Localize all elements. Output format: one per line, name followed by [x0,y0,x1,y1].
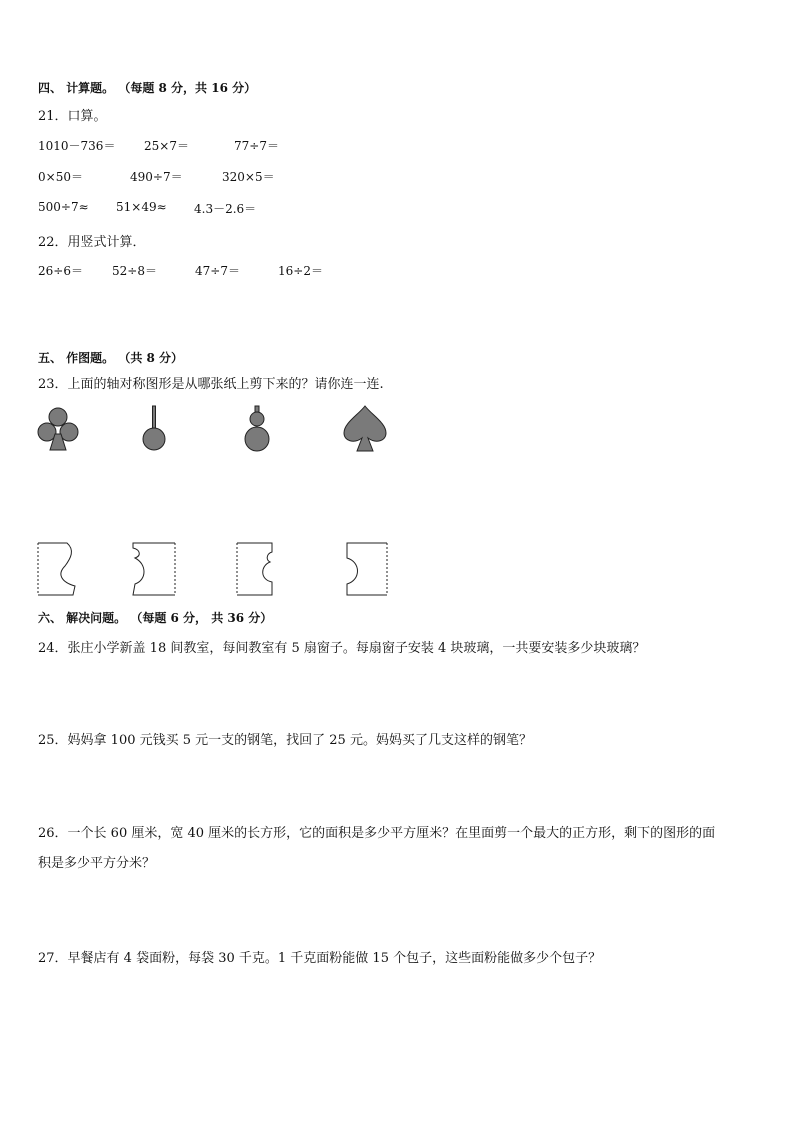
gourd-shape-icon [243,406,271,452]
paper-cut-4-icon [345,542,389,596]
question-23-label: 23．上面的轴对称图形是从哪张纸上剪下来的？请你连一连. [38,377,384,392]
question-24-text: 24．张庄小学新盖 18 间教室，每间教室有 5 扇窗子。每扇窗子安装 4 块玻璃，一共要安装多少块玻璃？ [38,641,646,656]
paper-cut-1-icon [37,542,81,596]
vertical-calc-item: 52÷8＝ [112,264,157,278]
paper-cut-2-icon [131,542,177,596]
vertical-calc-item: 47÷7＝ [195,264,240,278]
oral-calc-item: 1010－736＝ [38,139,116,153]
vertical-calc-item: 26÷6＝ [38,264,83,278]
oral-calc-item: 0×50＝ [38,170,83,184]
oral-calc-item: 500÷7≈ [38,200,89,214]
section-title-drawing: 五、 作图题。 （共 8 分） [38,351,184,365]
oral-calc-item: 25×7＝ [144,139,189,153]
oral-calc-item: 490÷7＝ [130,170,183,184]
question-22-label: 22．用竖式计算． [38,235,146,250]
section-title-problem-solving: 六、 解决问题。 （每题 6 分， 共 36 分） [38,611,273,625]
question-25-text: 25．妈妈拿 100 元钱买 5 元一支的钢笔，找回了 25 元。妈妈买了几支这样的钢笔？ [38,733,532,748]
ball-on-stick-shape-icon [141,406,167,452]
paper-cut-3-icon [236,542,280,596]
question-26-text: 26．一个长 60 厘米，宽 40 厘米的长方形，它的面积是多少平方厘米？在里面剪一个最大的正方形，剩下的图形的面 [38,826,716,841]
oral-calc-item: 51×49≈ [116,200,167,214]
oral-calc-item: 77÷7＝ [234,139,279,153]
club-shape-icon [36,406,80,452]
oral-calc-item: 320×5＝ [222,170,275,184]
section-title-calculation: 四、 计算题。 （每题 8 分，共 16 分） [38,81,257,95]
question-26-text-continued: 积是多少平方分米？ [38,856,156,871]
spade-shape-icon [342,405,388,453]
vertical-calc-item: 16÷2＝ [278,264,323,278]
question-21-label: 21．口算。 [38,109,107,124]
question-27-text: 27．早餐店有 4 袋面粉，每袋 30 千克。1 千克面粉能做 15 个包子，这些面粉能做多少个包子？ [38,951,602,966]
oral-calc-item: 4.3－2.6＝ [194,202,257,216]
